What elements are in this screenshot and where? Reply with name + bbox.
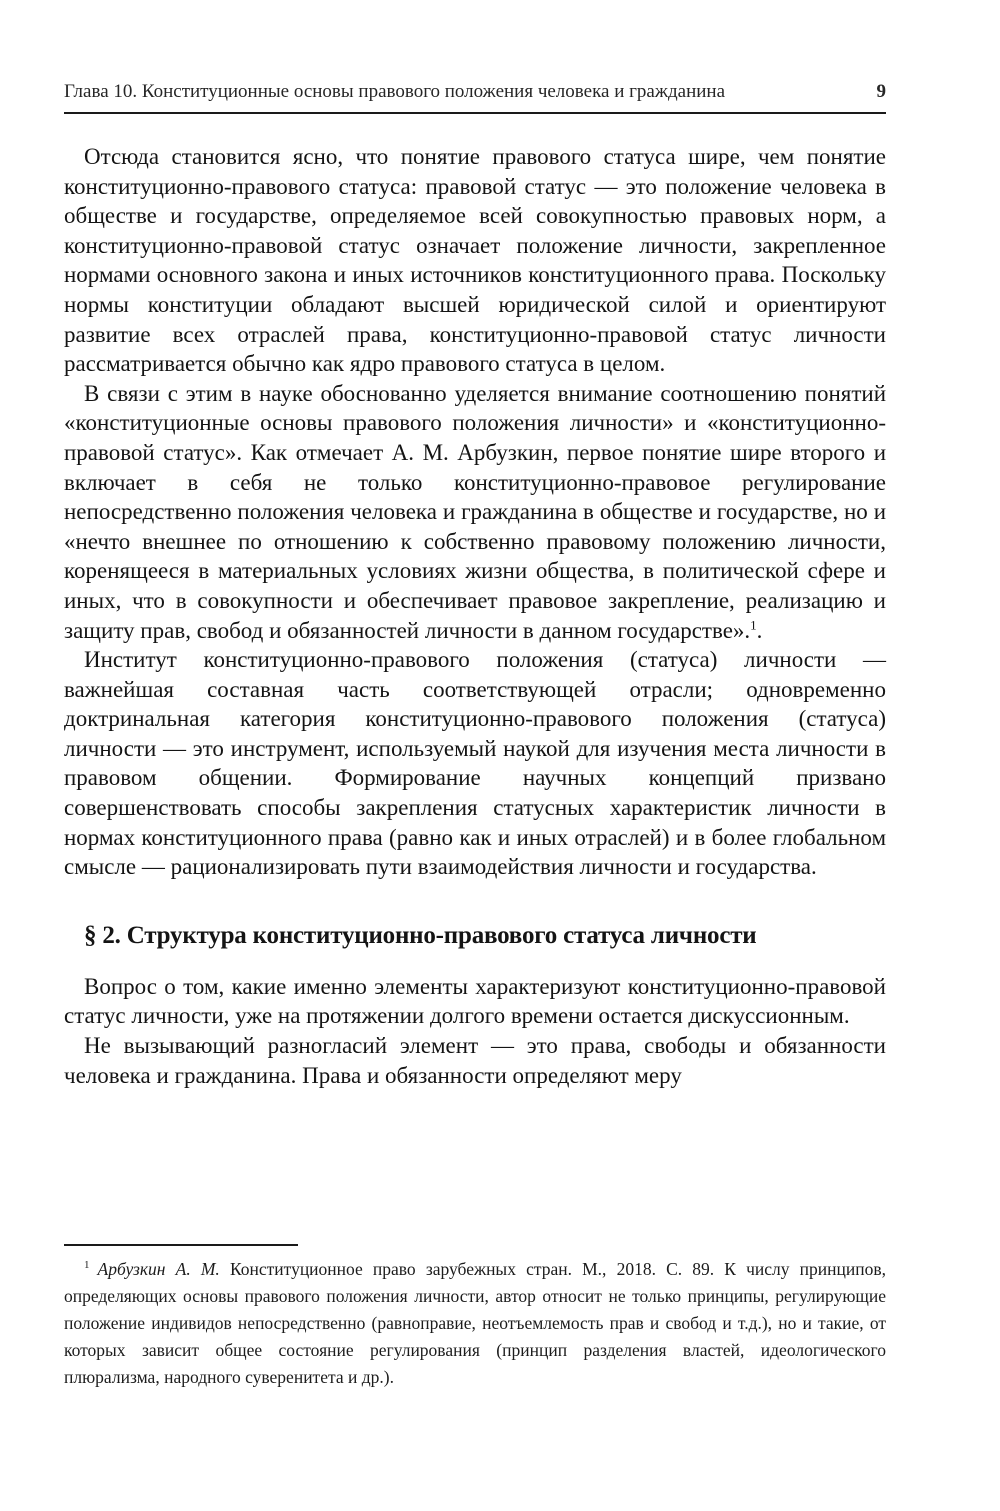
section-heading: § 2. Структура конституционно-правового статуса личности [84,921,757,949]
paragraph-1: Отсюда становится ясно, что понятие правового статуса шире, чем понятие конституционно-правового статуса: правовой статус — это положение человека в обществе и государстве, определяемое всей совокупностью правовых норм, а конституционно-правовой статус означает положение личности, закрепленное нормами основного закона и иных источников конституционного права. Поскольку нормы конституции обладают высшей юридической силой и ориентируют развитие всех отраслей права, конституционно-правовой статус личности рассматривается обычно как ядро правового статуса в целом. [64,144,886,377]
page-number: 9 [876,81,886,102]
paragraph-2-text: В связи с этим в науке обоснованно уделяется внимание соотношению понятий «конституционные основы правового положения личности» и «конституционно-правовой статус». Как отмечает А. М. Арбузкин, первое понятие шире второго и включает в себя не только конституционно-правовое регулирование непосредственно положения человека и гражданина в обществе и государстве, но и «нечто внешнее по отношению к собственно правовому положению личности, коренящееся в материальных условиях жизни общества, в политической сфере и иных, что в совокупности и обеспечивает правовое закрепление, реализацию и защиту прав, свобод и обязанностей личности в данном государстве». [64,380,886,643]
footnote-author: Арбузкин А. М. [97,1259,220,1279]
paragraph-3: Институт конституционно-правового положения (статуса) личности — важнейшая составная часть соответствующей отрасли; одновременно доктринальная категория конституционно-правового положения (статуса) личности — это инструмент, используемый наукой для изучения места личности в правовом общении. Формирование научных концепций призвано совершенствовать способы закрепления статусных характеристик личности в нормах конституционного права (равно как и иных отраслей) и в более глобальном смысле — рационализировать пути взаимодействия личности и государства. [64,647,886,880]
paragraph-2: В связи с этим в науке обоснованно уделяется внимание соотношению понятий «конституционные основы правового положения личности» и «конституционно-правовой статус». Как отмечает А. М. Арбузкин, первое понятие шире второго и включает в себя не только конституционно-правовое регулирование непосредственно положения человека и гражданина в обществе и государстве, но и «нечто внешнее по отношению к собственно правовому положению личности, коренящееся в материальных условиях жизни общества, в политической сфере и иных, что в совокупности и обеспечивает правовое закрепление, реализацию и защиту прав, свобод и обязанностей личности в данном государстве».$^1$. [64,380,886,643]
footnote-reference[interactable]: 1 [750,616,757,632]
chapter-title: Глава 10. Конституционные основы правового положения человека и гражданина [64,81,726,102]
section-paragraph-2: Не вызывающий разногласий элемент — это права, свободы и обязанности человека и гражданина. Права и обязанности определяют меру [64,1033,886,1088]
header-rule [64,112,886,114]
footnote-text: Конституционное право зарубежных стран. М., 2018. С. 89. К числу принципов, определяющих основы правового положения личности, автор относит не только принципы, регулирующие положение индивидов непосредственно (равноправие, неотъемлемость прав и свобод и т.д.), но и такие, от которых зависит общее состояние регулирования (принцип разделения властей, идеологического плюрализма, народного суверенитета и др.). [64,1259,887,1387]
footnote-mark: 1 [84,1259,90,1272]
footnote [64,1256,886,1391]
section-paragraph-1: Вопрос о том, какие именно элементы характеризуют конституционно-правовой статус личности, уже на протяжении долгого времени остается дискуссионным. [64,973,886,1029]
running-head [64,78,886,106]
footnote-rule [64,1244,298,1246]
body-text [64,142,886,1090]
